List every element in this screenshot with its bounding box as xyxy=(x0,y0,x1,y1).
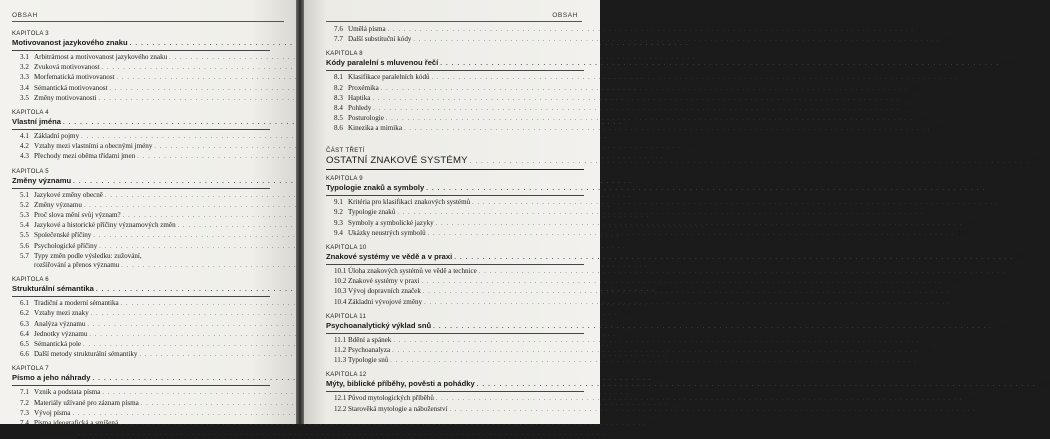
entry-number: 7.4 xyxy=(20,419,29,428)
entry-number: 6.3 xyxy=(20,319,29,328)
entry-title: Úloha znakových systémů ve vědě a technice xyxy=(348,266,477,275)
entry-title: Vývoj písma xyxy=(34,408,71,417)
entry-label xyxy=(20,53,167,62)
entry-number: 8.2 xyxy=(334,83,343,92)
page-number: 167 xyxy=(933,124,945,133)
entry-number: 5.6 xyxy=(20,241,29,250)
entry-number: 11.1 xyxy=(334,335,347,344)
entry-label xyxy=(334,356,388,365)
entry-title: Proxémika xyxy=(348,83,379,92)
dot-leader xyxy=(381,85,908,94)
page-number: 89 xyxy=(617,200,625,209)
entry-number: 5.5 xyxy=(20,231,29,240)
entry-number: 5.1 xyxy=(20,190,29,199)
entry-title: Písma ideografická a smíšená xyxy=(34,419,119,428)
page-number: 150 xyxy=(917,25,929,33)
page-number: 234 xyxy=(920,356,931,365)
entry-title: Haptika xyxy=(348,93,371,102)
dot-leader xyxy=(404,125,931,134)
chapter-label: KAPITOLA 6 xyxy=(12,277,49,284)
chapter-label: KAPITOLA 9 xyxy=(326,176,363,183)
entry-number: 3.3 xyxy=(20,73,29,82)
toc-entry xyxy=(12,350,680,360)
entry-number: 4.3 xyxy=(20,152,29,161)
dot-leader xyxy=(454,253,1013,263)
entry-title: Bdění a spánek xyxy=(348,335,392,344)
page-number: 93 xyxy=(711,221,719,230)
chapter-title: Kódy paralelní s mluvenou řečí xyxy=(326,58,439,68)
chapter-page-number: 51 xyxy=(694,40,703,47)
chapter-rule xyxy=(326,333,584,334)
chapter-label: KAPITOLA 4 xyxy=(12,110,49,117)
dot-leader xyxy=(449,406,976,415)
page-number: 85 xyxy=(638,190,646,199)
page-number: 229 xyxy=(923,335,934,344)
page-number: 165 xyxy=(915,114,927,123)
dot-leader xyxy=(433,319,992,332)
chapter-page-number: 85 xyxy=(638,177,647,185)
entry-title: Symboly a symbolické jazyky xyxy=(348,218,434,227)
entry-title: Arbitrárnost a motivovanost jazykového znaku xyxy=(34,53,168,61)
entry-title: Typologie znaků xyxy=(348,208,396,217)
entry-label xyxy=(334,35,411,44)
page-number: 118 xyxy=(619,329,630,338)
page-number: 213 xyxy=(1008,266,1020,275)
entry-label xyxy=(334,124,402,133)
entry-number: 5.7 xyxy=(20,251,29,260)
entry-label xyxy=(20,330,87,339)
chapter-title: Písmo a jeho náhrady xyxy=(12,373,91,383)
entry-title: Jednotky významu xyxy=(34,329,88,338)
entry-title: Kinezika a mimika xyxy=(348,124,402,133)
entry-number: 12.1 xyxy=(334,394,347,403)
dot-leader xyxy=(470,156,1029,168)
entry-label xyxy=(334,104,371,113)
entry-label xyxy=(20,309,89,318)
page-number: 109 xyxy=(651,261,662,270)
entry-label xyxy=(20,231,91,240)
chapter-page-number: 239 xyxy=(1038,381,1050,389)
dot-leader xyxy=(472,199,999,208)
toc-entry xyxy=(326,104,914,114)
toc-entry xyxy=(326,208,938,218)
toc-entry xyxy=(12,419,661,429)
chapter-title: Znakové systémy ve vědě a v praxi xyxy=(326,251,453,261)
toc-entry xyxy=(326,356,931,366)
entry-label xyxy=(334,229,426,238)
dot-leader xyxy=(413,36,940,45)
page-number: 219 xyxy=(951,277,963,286)
entry-label xyxy=(334,346,390,355)
entry-title: Společenské příčiny xyxy=(34,231,92,240)
page-number: 97 xyxy=(632,241,640,250)
entry-title: Další metody strukturální sémantiky xyxy=(34,350,138,359)
dot-leader xyxy=(393,337,920,346)
entry-label xyxy=(20,252,142,261)
toc-entry xyxy=(326,124,945,134)
dot-leader xyxy=(440,59,999,69)
entry-label xyxy=(20,73,115,82)
page-number: 115 xyxy=(650,299,662,308)
dot-leader xyxy=(390,357,917,366)
entry-number: 7.2 xyxy=(20,398,29,407)
entry-title: Původ mytologických příběhů xyxy=(348,394,434,403)
entry-number: 7.6 xyxy=(334,25,343,33)
page-number: 74 xyxy=(687,142,695,151)
chapter-rule xyxy=(326,391,584,392)
chapter-label: KAPITOLA 7 xyxy=(12,366,49,373)
toc-entry xyxy=(12,388,643,398)
dot-leader xyxy=(373,105,900,114)
entry-number: 7.3 xyxy=(20,408,29,417)
entry-label xyxy=(20,201,82,210)
entry-title: Změny významu xyxy=(34,200,82,209)
page-number: 173 xyxy=(1002,198,1013,207)
toc-entry xyxy=(12,252,270,261)
dot-leader xyxy=(79,430,606,439)
entry-title: Vztahy mezi vlastními a obecnými jmény xyxy=(34,142,153,151)
dot-leader xyxy=(372,95,899,104)
chapter-rule xyxy=(12,188,270,189)
entry-title: Základní pojmy xyxy=(34,132,80,141)
entry-label xyxy=(20,399,139,408)
entry-number: 9.1 xyxy=(334,198,343,207)
entry-number: 5.2 xyxy=(20,200,29,209)
entry-number: 6.1 xyxy=(20,299,29,308)
entry-label xyxy=(20,142,152,151)
entry-number: 3.2 xyxy=(20,63,29,72)
entry-title: Umělá písma xyxy=(348,25,386,33)
part-title: OSTATNÍ ZNAKOVÉ SYSTÉMY xyxy=(326,154,468,166)
entry-number: 8.3 xyxy=(334,93,343,102)
chapter-title: Psychoanalytický výklad snů xyxy=(326,320,432,330)
dot-leader xyxy=(424,299,951,308)
toc-entry xyxy=(12,190,646,201)
dot-leader xyxy=(436,395,963,404)
entry-title: Psychoanalyza xyxy=(348,345,391,354)
entry-number: 9.2 xyxy=(334,208,343,217)
header-rule xyxy=(326,21,582,22)
entry-number: 8.5 xyxy=(334,114,343,123)
entry-label xyxy=(20,340,81,349)
entry-title: Jazykové a historické příčiny významových změn xyxy=(34,221,176,230)
chapter-title: Typologie znaků a symboly xyxy=(326,183,425,193)
entry-title: Vývoj dopravních značek xyxy=(348,287,421,296)
entry-number: 11.2 xyxy=(334,345,347,354)
entry-title: Vztahy mezi znaky xyxy=(34,309,89,318)
page-number: 222 xyxy=(952,287,964,296)
entry-title: Klasifikace paralelních kódů xyxy=(348,73,430,82)
entry-title: Posturologie xyxy=(348,114,384,123)
chapter-title: Mýty, biblické příběhy, pověsti a pohádky xyxy=(326,379,475,389)
entry-number: 6.6 xyxy=(20,350,29,359)
chapter-page-number: 115 xyxy=(657,286,669,294)
dot-leader xyxy=(392,347,919,356)
entry-label xyxy=(20,242,97,251)
entry-title: Typologie snů xyxy=(348,356,389,365)
entry-label xyxy=(334,394,434,403)
chapter-rule xyxy=(12,385,270,386)
entry-number: 3.1 xyxy=(20,53,29,61)
page-number: 142 xyxy=(649,419,661,428)
dot-leader xyxy=(426,184,985,194)
page-number: 115 xyxy=(620,309,632,318)
running-head: OBSAH xyxy=(552,12,578,19)
page-number: 59 xyxy=(642,83,650,92)
chapter-title: Strukturální sémantika xyxy=(12,284,94,294)
entry-title: Analýza významu xyxy=(34,319,86,328)
entry-label xyxy=(20,419,118,428)
entry-label xyxy=(20,299,119,308)
entry-label xyxy=(20,132,79,141)
entry-label xyxy=(334,405,447,414)
page-number: 121 xyxy=(612,340,624,349)
entry-title: Vznik a podstata písma xyxy=(34,388,101,397)
entry-title: Sémantická pole xyxy=(34,340,82,349)
entry-number: 6.2 xyxy=(20,309,29,318)
part-page-number: 171 xyxy=(1030,154,1048,166)
page-number: 244 xyxy=(979,404,990,413)
page-number: 64 xyxy=(631,93,639,102)
page-number: 164 xyxy=(903,104,914,113)
entry-number: 5.3 xyxy=(20,211,29,220)
entry-title: Znakové systémy v praxi xyxy=(348,277,420,286)
dot-leader xyxy=(432,74,959,83)
dot-leader xyxy=(386,115,913,124)
part-label: ČÁST TŘETÍ xyxy=(326,147,365,154)
dot-leader xyxy=(388,26,915,35)
entry-number: 10.2 xyxy=(334,277,347,286)
entry-number: 7.7 xyxy=(334,35,343,44)
entry-number: 3.5 xyxy=(20,93,29,102)
entry-title: Tradiční a moderní sémantika xyxy=(34,299,119,308)
chapter-label: KAPITOLA 5 xyxy=(12,168,49,175)
header-rule xyxy=(12,21,284,22)
toc-entry xyxy=(326,25,929,35)
page-number: 161 xyxy=(910,83,922,92)
entry-label xyxy=(334,73,430,82)
entry-title: Kritéria pro klasifikaci znakových systémů xyxy=(348,198,471,207)
entry-label xyxy=(20,191,103,200)
book-gutter xyxy=(296,0,304,424)
entry-title: Ukázky neustrých symbolů xyxy=(348,228,426,237)
page-number: 92 xyxy=(656,211,664,220)
page-number: 145 xyxy=(608,429,620,438)
chapter-rule xyxy=(12,50,270,51)
chapter-page-number: 159 xyxy=(1001,60,1014,68)
page-number: 152 xyxy=(943,35,954,44)
entry-number: 3.4 xyxy=(20,83,29,92)
entry-label xyxy=(20,84,108,93)
entry-title: Přechody mezi oběma třídami jmen xyxy=(34,152,136,161)
entry-number: 12.2 xyxy=(334,404,347,413)
entry-label xyxy=(334,336,391,345)
chapter-label: KAPITOLA 11 xyxy=(326,313,367,320)
entry-label xyxy=(20,63,100,72)
chapter-label: KAPITOLA 3 xyxy=(12,31,49,37)
entry-label xyxy=(20,388,100,397)
chapter-rule xyxy=(326,195,584,196)
entry-number: 4.1 xyxy=(20,132,29,141)
entry-title: Další substituční kódy xyxy=(348,35,412,44)
entry-title: Typy změn podle výsledku: zužování, xyxy=(34,251,142,260)
dot-leader xyxy=(423,288,950,297)
chapter-title: Vlastní jména xyxy=(12,117,61,127)
entry-label xyxy=(20,211,121,220)
toc-entry xyxy=(12,132,622,142)
entry-number: 8.1 xyxy=(334,73,343,82)
page-number: 239 xyxy=(965,394,977,403)
dot-leader xyxy=(477,380,1036,390)
entry-title: Základní vývojové změny xyxy=(348,297,423,306)
entry-label xyxy=(334,219,434,228)
entry-number: 7.1 xyxy=(20,388,29,397)
entry-number: 8.6 xyxy=(334,124,343,133)
chapter-label: KAPITOLA 10 xyxy=(326,244,367,251)
entry-label xyxy=(334,198,470,207)
entry-title-continuation: rozšiřování a přenos významu xyxy=(34,261,120,270)
chapter-page-number: 229 xyxy=(994,322,1007,330)
entry-label xyxy=(334,298,422,307)
entry-label xyxy=(20,429,77,438)
entry-label xyxy=(334,208,395,217)
entry-title: Vývoj abecedy xyxy=(34,429,77,438)
page-number: 225 xyxy=(953,297,965,306)
entry-number: 10.3 xyxy=(334,287,347,296)
entry-label xyxy=(334,94,370,103)
entry-number: 6.4 xyxy=(20,329,29,338)
part-rule xyxy=(326,169,584,171)
entry-label xyxy=(334,277,420,286)
page-number: 179 xyxy=(927,208,938,217)
dot-leader xyxy=(397,209,924,218)
entry-number: 10.1 xyxy=(334,266,347,275)
chapter-page-number: 69 xyxy=(628,119,637,127)
dot-leader xyxy=(479,268,1006,277)
page-number: 159 xyxy=(961,73,973,82)
entry-title: Morfematická motivovanost xyxy=(34,73,115,82)
entry-label xyxy=(20,409,70,418)
page-number: 52 xyxy=(635,63,643,72)
chapter-page-number: 173 xyxy=(987,185,1000,193)
toc-entry xyxy=(12,429,620,439)
entry-label xyxy=(334,267,477,276)
page-number: 129 xyxy=(670,398,682,407)
entry-title: Změny motivovanosti xyxy=(34,93,97,102)
entry-label xyxy=(334,25,386,34)
page-number: 133 xyxy=(602,408,613,417)
chapter-title: Změny významu xyxy=(12,175,72,185)
entry-number: 5.4 xyxy=(20,221,29,230)
chapter-title-row xyxy=(326,183,1000,194)
page-number: 230 xyxy=(922,345,933,354)
toc-entry xyxy=(326,277,963,287)
entry-title: Psychologické příčiny xyxy=(34,241,98,250)
entry-title: Zvuková motivovanost xyxy=(34,63,100,72)
page-number: 189 xyxy=(957,228,969,237)
entry-label xyxy=(20,320,85,329)
running-head: OBSAH xyxy=(12,12,38,19)
entry-title: Starověká mytologie a náboženství xyxy=(348,404,448,413)
chapter-page-number: 127 xyxy=(653,375,666,383)
entry-label xyxy=(334,84,379,93)
chapter-rule xyxy=(12,296,270,297)
entry-title: Proč slova mění svůj význam? xyxy=(34,211,121,220)
page-number: 117 xyxy=(617,319,628,328)
dot-leader xyxy=(436,220,963,229)
dot-leader xyxy=(428,230,955,239)
page-number: 125 xyxy=(669,350,680,359)
entry-number: 10.4 xyxy=(334,297,347,306)
entry-number: 11.3 xyxy=(334,356,347,365)
entry-number: 6.5 xyxy=(20,340,29,349)
entry-title: Jazykové změny obecně xyxy=(34,190,103,199)
chapter-rule xyxy=(12,129,270,130)
entry-label xyxy=(334,114,384,123)
page-number: 95 xyxy=(626,231,634,240)
page-number: 51 xyxy=(702,53,710,61)
entry-number: 8.4 xyxy=(334,104,343,113)
chapter-rule xyxy=(326,70,584,71)
entry-title: Pohledy xyxy=(348,104,372,113)
chapter-title: Motivovanost jazykového znaku xyxy=(12,38,128,47)
chapter-title-row xyxy=(326,251,1028,263)
entry-title: Sémantická motivovanost xyxy=(34,83,108,92)
page-number: 187 xyxy=(965,218,977,227)
entry-number: 9.3 xyxy=(334,218,343,227)
toc-entry xyxy=(326,266,1020,277)
entry-number: 4.2 xyxy=(20,142,29,151)
entry-title: Materiály užívané pro záznam písma xyxy=(34,398,139,407)
entry-label xyxy=(20,221,176,230)
chapter-rule xyxy=(326,264,584,265)
page-number: 163 xyxy=(902,93,913,102)
entry-label xyxy=(20,94,96,103)
entry-label xyxy=(20,350,137,359)
entry-label xyxy=(334,287,421,296)
entry-label xyxy=(20,152,135,161)
page-number: 127 xyxy=(632,388,643,397)
chapter-label: KAPITOLA 12 xyxy=(326,372,367,379)
chapter-page-number: 213 xyxy=(1015,253,1028,261)
page-number: 56 xyxy=(649,73,658,82)
entry-number: 9.4 xyxy=(334,228,343,237)
chapter-label: KAPITOLA 8 xyxy=(326,51,363,58)
entry-number: 7.5 xyxy=(20,429,29,438)
dot-leader xyxy=(422,278,949,287)
page-number: 75 xyxy=(670,152,678,161)
toc-entry xyxy=(326,218,977,229)
page-number: 69 xyxy=(614,132,622,141)
